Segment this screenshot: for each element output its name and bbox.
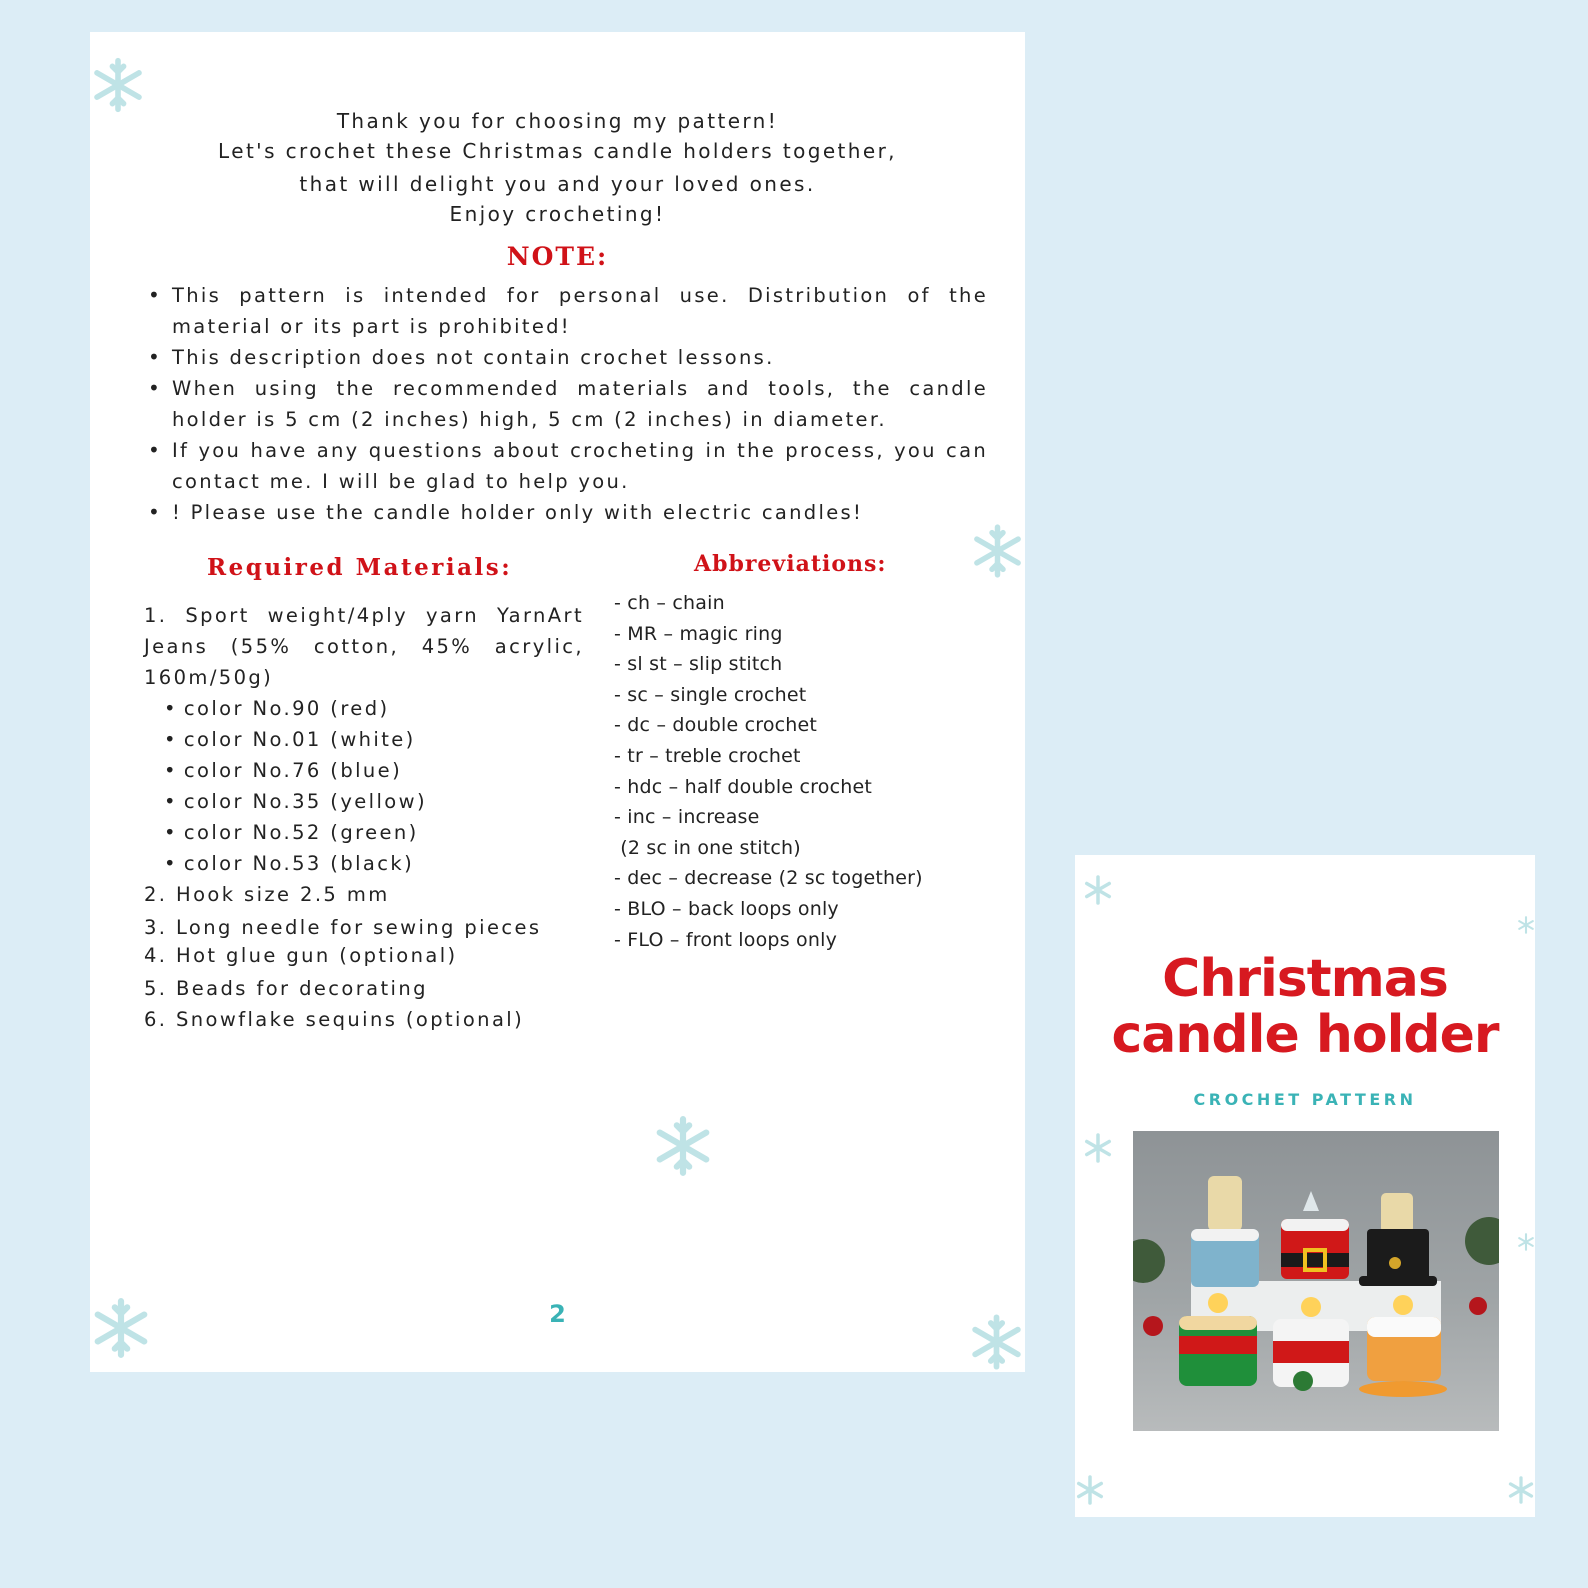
snowflake-icon [1507, 1475, 1535, 1505]
material-item: 6. Snowflake sequins (optional) [144, 1008, 525, 1031]
material-item: 5. Beads for decorating [144, 977, 428, 1000]
candle-holders-illustration [1133, 1131, 1499, 1431]
intro-line: Thank you for choosing my pattern! [336, 109, 779, 133]
cover-page [1075, 855, 1535, 1517]
intro-line: Let's crochet these Christmas candle holders together, [218, 139, 897, 163]
note-item: • This pattern is intended for personal use. Distribution of the material or its part is prohibited! [148, 280, 988, 342]
abbreviation-item: - dc – double crochet [614, 714, 818, 737]
abbreviation-item: - BLO – back loops only [614, 897, 839, 920]
material-item: 3. Long needle for sewing pieces [144, 916, 542, 939]
snowflake-icon [1517, 910, 1535, 940]
color-label: color No.90 (red) [183, 697, 390, 720]
note-item: • This description does not contain crochet lessons. [148, 342, 988, 373]
cover-title-line: Christmas [1162, 949, 1448, 1009]
product-photo [1133, 1131, 1499, 1431]
cover-title [1075, 951, 1535, 1063]
abbreviation-item: - ch – chain [614, 592, 725, 614]
abbreviation-item: - inc – increase [614, 806, 760, 829]
abbreviations-heading: Abbreviations: [694, 551, 887, 577]
color-item: • color No.52 (green) [164, 821, 419, 844]
abbreviation-item: - sc – single crochet [614, 683, 807, 706]
snowflake-icon [1083, 875, 1113, 905]
material-item: 2. Hook size 2.5 mm [144, 883, 390, 906]
notes-list [148, 280, 988, 528]
cover-title-line: candle holder [1111, 1005, 1499, 1065]
abbreviation-item: - FLO – front loops only [614, 928, 838, 951]
material-item: 1. Sport weight/4ply yarn YarnArt Jeans (55% cotton, 45% acrylic, 160m/50g) [144, 604, 584, 689]
snowflake-icon [1517, 1227, 1535, 1257]
color-item: • color No.35 (yellow) [164, 790, 427, 813]
snowflake-icon [1075, 1475, 1105, 1505]
page-number: 2 [549, 1300, 566, 1328]
color-label: color No.53 (black) [183, 852, 415, 875]
snowflake-icon [652, 1112, 714, 1180]
abbreviation-item: (2 sc in one stitch) [614, 836, 801, 859]
intro-line: Enjoy crocheting! [449, 202, 666, 226]
note-heading: NOTE: [506, 242, 609, 271]
abbreviation-item: - dec – decrease (2 sc together) [614, 867, 923, 890]
abbreviation-item: - sl st – slip stitch [614, 653, 783, 676]
abbreviation-item: - hdc – half double crochet [614, 775, 873, 798]
color-label: color No.35 (yellow) [183, 790, 427, 813]
color-item: • color No.76 (blue) [164, 759, 403, 782]
color-label: color No.52 (green) [183, 821, 419, 844]
color-item: • color No.01 (white) [164, 728, 416, 751]
note-item: • ! Please use the candle holder only with electric candles! [148, 497, 988, 528]
note-item: • When using the recommended materials and tools, the candle holder is 5 cm (2 inches) high, 5 cm (2 inches) in diameter. [148, 373, 988, 435]
abbreviations-list [614, 588, 994, 955]
abbreviation-item: - tr – treble crochet [614, 744, 801, 767]
intro-text [90, 106, 1025, 229]
color-item: • color No.53 (black) [164, 852, 415, 875]
abbreviation-item: - MR – magic ring [614, 622, 783, 645]
snowflake-icon [1083, 1133, 1113, 1163]
intro-line: that will delight you and your loved ones. [299, 172, 816, 196]
color-label: color No.76 (blue) [183, 759, 403, 782]
color-item: • color No.90 (red) [164, 697, 390, 720]
note-item: • If you have any questions about crocheting in the process, you can contact me. I will be glad to help you. [148, 435, 988, 497]
material-item: 4. Hot glue gun (optional) [144, 944, 458, 967]
color-label: color No.01 (white) [183, 728, 416, 751]
materials-heading: Required Materials: [207, 554, 513, 581]
cover-subtitle: CROCHET PATTERN [1193, 1090, 1417, 1109]
materials-list [144, 600, 584, 1035]
pattern-page [90, 32, 1025, 1372]
